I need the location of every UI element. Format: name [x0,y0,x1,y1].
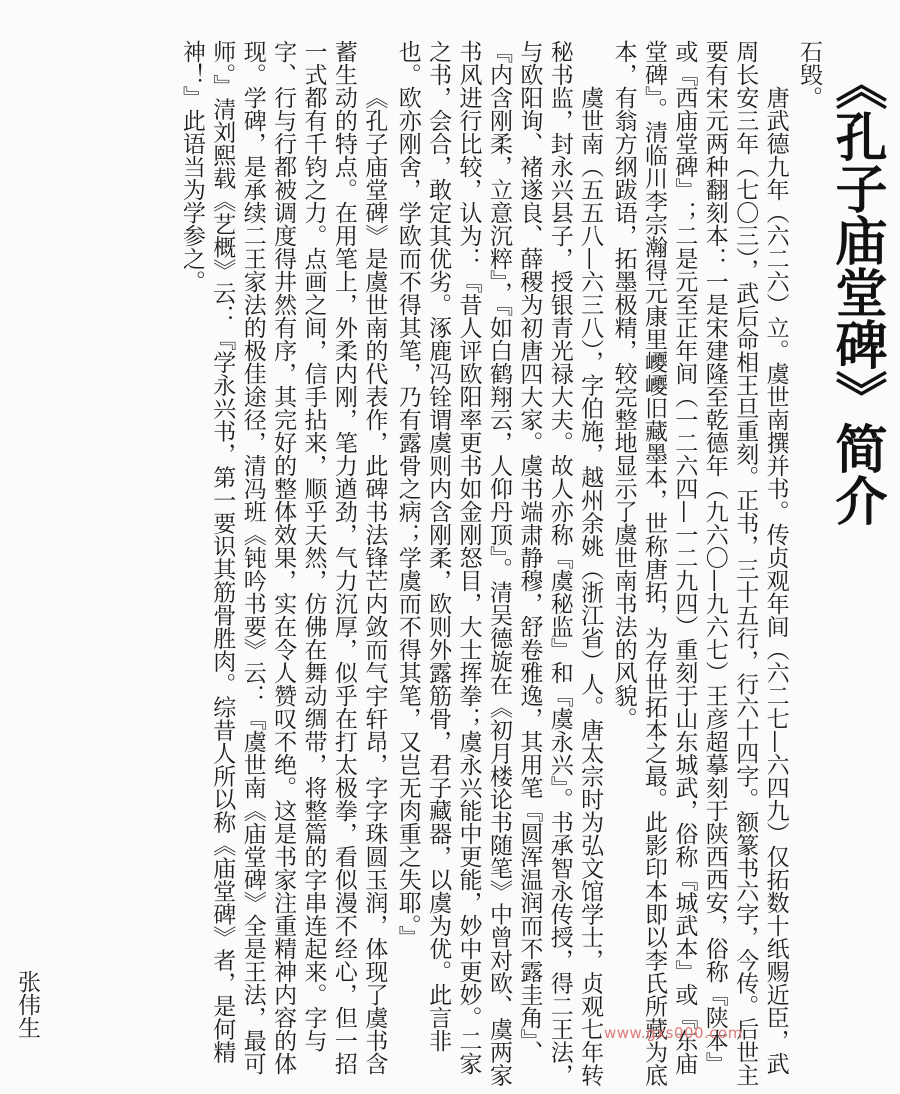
author-name: 张伟生 [14,970,40,1039]
document-title: 《孔子庙堂碑》简介 [826,58,886,526]
paragraph-fragment: 石毁。 [796,40,822,109]
paragraph-history: 唐武德九年（六二六）立。虞世南撰并书。传贞观年间（六二七—六四九）仅拓数十纸赐近臣，武周长安三年（七〇三），武后命相王旦重刻。正书，三十五行，行六十四字。额篆书六字，今传。后世主要有宋元两种翻刻本：一是宋建隆至乾德年（九六〇—九六七）王彦超摹刻于陕西西安，俗称『陕本』或『西庙堂碑』；二是元至正年间（一二六四—一二九四）重刻于山东城武，俗称『城武本』或『东庙堂碑』。清临川李宗瀚得元康里巎巎旧藏墨本，世称唐拓，为存世拓本之最。此影印本即以李氏所藏为底本，有翁方纲跋语，拓墨极精，较完整地显示了虞世南书法的风貌。 [610,40,789,1087]
watermark-text: www.gxs000.com [604,1024,743,1042]
paragraph-biography: 虞世南（五五八—六三八），字伯施，越州余姚（浙江省）人。唐太宗时为弘文馆学士，贞观七年转秘书监，封永兴县子，授银青光禄大夫。故人亦称『虞秘监』和『虞永兴』。书承智永传授，得二王法，与欧阳询、褚遂良、薛稷为初唐四大家。虞书端肃静穆，舒卷雅逸，其用笔『圆浑温润而不露圭角』、『内含刚柔，立意沉粹』，『如白鹤翔云，人仰丹顶』。清吴德旋在《初月楼论书随笔》中曾对欧、虞两家书风进行比较，认为：『昔人评欧阳率更书如金刚怒目，大士挥拳；虞永兴能中更能，妙中更妙。二家之书，会合，敢定其优劣。涿鹿冯铨谓虞则内含刚柔，欧则外露筋骨，君子藏器，以虞为优。此言非也。欧亦刚舍，学欧而不得其笔，乃有露骨之病；学虞而不得其笔，又岂无肉重之失耶。』 [394,40,604,1087]
body-text [64,40,824,1094]
paragraph-evaluation: 《孔子庙堂碑》是虞世南的代表作，此碑书法锋芒内敛而气宇轩昂，字字珠圆玉润，体现了虞书含蓄生动的特点。在用笔上，外柔内刚，笔力遒劲，气力沉厚，似乎在打太极拳，看似漫不经心，但一招一式都有千钧之力。点画之间，信手拈来，顺乎天然，仿佛在舞动绸带，将整篇的字串连起来。字与字、行与行都被调度得井然有序，其完好的整体效果，实在令人赞叹不绝。这是书家注重精神内容的体现。学碑，是承续二王家法的极佳途径，清冯班《钝吟书要》云：『虞世南《庙堂碑》全是王法，最可师。』清刘熙载《艺概》云：『学永兴书，第一要识其筋骨胜肉。综昔人所以称《庙堂碑》者，是何精神！』此语当为学参之。 [178,40,388,1075]
